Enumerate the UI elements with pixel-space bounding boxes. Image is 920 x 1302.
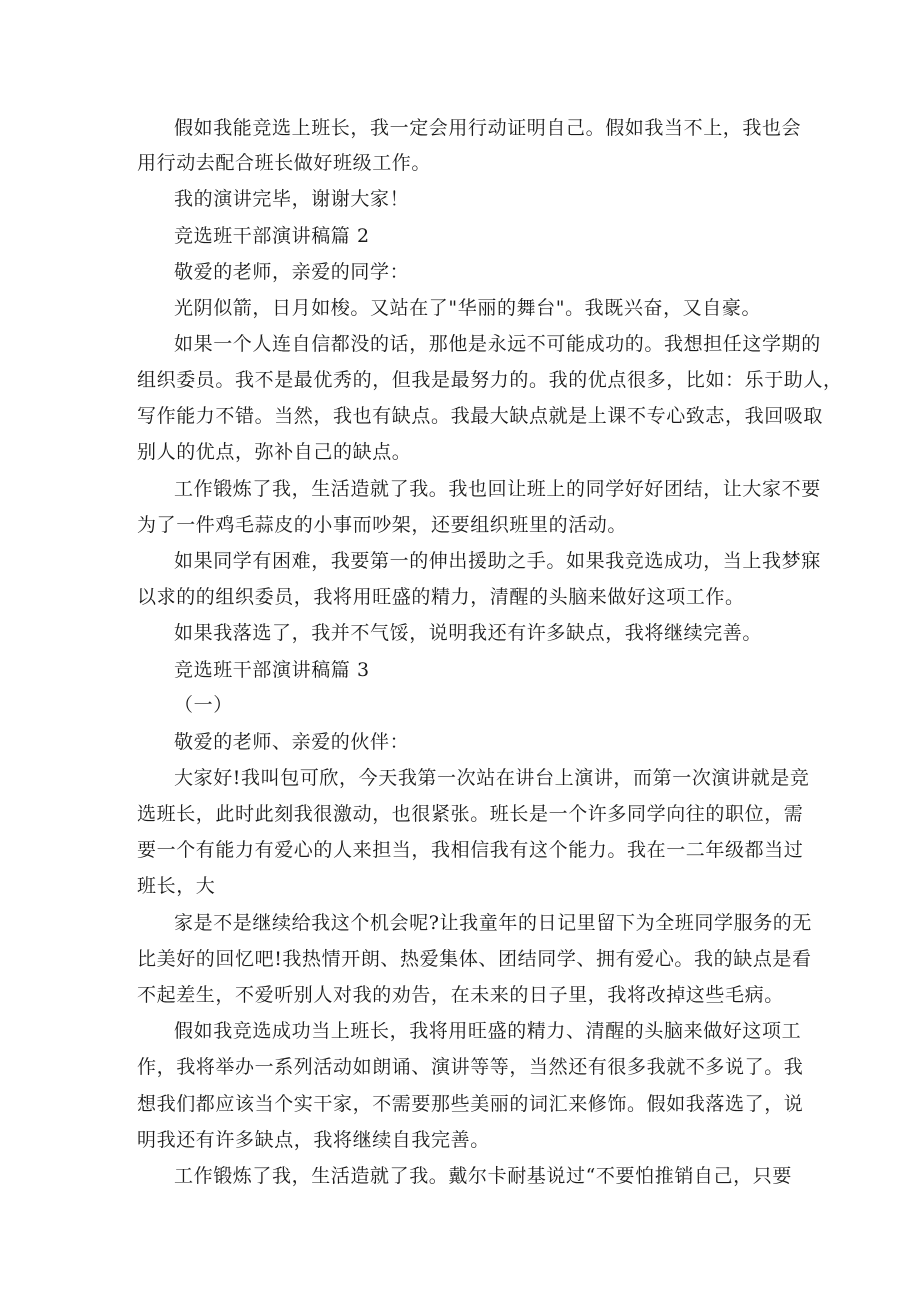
section-heading: 竞选班干部演讲稿篇 3 (174, 659, 370, 681)
text-line: 光阴似箭，日月如梭。又站在了"华丽的舞台"。我既兴奋，又自豪。 (174, 297, 762, 319)
subsection-marker: （一） (174, 694, 233, 716)
text-line: 班长，大 (137, 875, 216, 897)
text-line: 作，我将举办一系列活动如朗诵、演讲等等，当然还有很多我就不多说了。我 (137, 1056, 804, 1078)
text-line: 组织委员。我不是最优秀的，但我是最努力的。我的优点很多，比如：乐于助人， (137, 369, 843, 391)
text-line: 大家好!我叫包可欣，今天我第一次站在讲台上演讲，而第一次演讲就是竞 (174, 767, 810, 789)
text-line: 工作锻炼了我，生活造就了我。我也回让班上的同学好好团结，让大家不要 (174, 478, 821, 500)
text-line: 为了一件鸡毛蒜皮的小事而吵架，还要组织班里的活动。 (137, 514, 628, 536)
section-heading: 竞选班干部演讲稿篇 2 (174, 225, 370, 247)
text-line: 以求的的组织委员，我将用旺盛的精力，清醒的头脑来做好这项工作。 (137, 586, 745, 608)
text-line: 用行动去配合班长做好班级工作。 (137, 152, 432, 174)
text-line: 如果一个人连自信都没的话，那他是永远不可能成功的。我想担任这学期的 (174, 333, 821, 355)
text-line: 假如我能竞选上班长，我一定会用行动证明自己。假如我当不上，我也会 (174, 117, 802, 139)
text-line: 家是不是继续给我这个机会呢?让我童年的日记里留下为全班同学服务的无 (174, 912, 812, 934)
text-line: 写作能力不错。当然，我也有缺点。我最大缺点就是上课不专心致志，我回吸取 (137, 405, 824, 427)
text-line: 假如我竞选成功当上班长，我将用旺盛的精力、清醒的头脑来做好这项工 (174, 1020, 802, 1042)
text-line: 不起差生，不爱听别人对我的劝告，在未来的日子里，我将改掉这些毛病。 (137, 984, 784, 1006)
text-line: 比美好的回忆吧!我热情开朗、热爱集体、团结同学、拥有爱心。我的缺点是看 (137, 948, 812, 970)
text-line: 如果我落选了，我并不气馁，说明我还有许多缺点，我将继续完善。 (174, 622, 763, 644)
text-line: 想我们都应该当个实干家，不需要那些美丽的词汇来修饰。假如我落选了，说 (137, 1093, 804, 1115)
salutation: 敬爱的老师、亲爱的伙伴： (174, 731, 410, 753)
text-line: 我的演讲完毕，谢谢大家！ (174, 188, 410, 210)
text-line: 选班长，此时此刻我很激动，也很紧张。班长是一个许多同学向往的职位，需 (137, 803, 804, 825)
text-line: 明我还有许多缺点，我将继续自我完善。 (137, 1129, 490, 1151)
text-line: 别人的优点，弥补自己的缺点。 (137, 441, 412, 463)
text-line: 工作锻炼了我，生活造就了我。戴尔卡耐基说过“不要怕推销自己，只要 (174, 1165, 792, 1187)
salutation: 敬爱的老师，亲爱的同学： (174, 261, 410, 283)
text-line: 要一个有能力有爱心的人来担当，我相信我有这个能力。我在一二年级都当过 (137, 839, 804, 861)
text-line: 如果同学有困难，我要第一的伸出援助之手。如果我竞选成功，当上我梦寐 (174, 550, 821, 572)
